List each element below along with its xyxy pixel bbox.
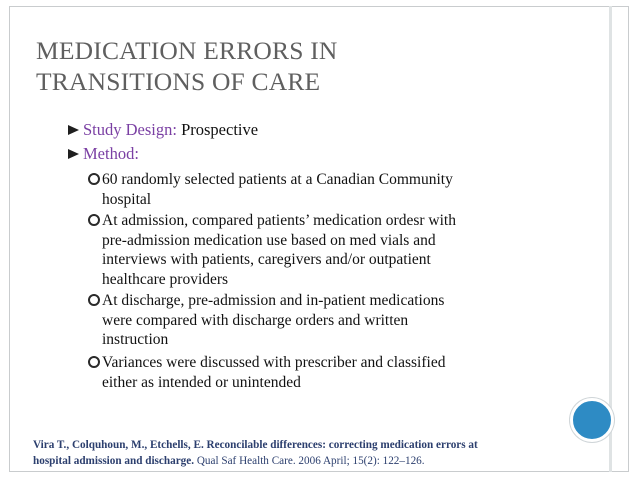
bullet-label: Study Design: Prospective <box>83 120 259 139</box>
arrow-bullet-icon <box>68 149 79 159</box>
sub-bullet-line: either as intended or unintended <box>102 373 301 391</box>
sub-bullet-line: healthcare providers <box>102 270 229 288</box>
citation-line-2-rest: Qual Saf Health Care. 2006 April; 15(2): 122–126. <box>194 455 425 467</box>
sub-bullet-line: pre-admission medication use based on med vials and <box>102 231 436 249</box>
bullet-value: Prospective <box>176 120 259 139</box>
ring-bullet-icon <box>88 173 100 185</box>
ring-bullet-icon <box>88 356 100 368</box>
title-line-1: MEDICATION ERRORS IN <box>36 36 338 65</box>
slide-title <box>36 35 596 97</box>
citation-line-1: Vira T., Colquhoun, M., Etchells, E. Reconcilable differences: correcting medication errors at <box>33 439 478 451</box>
citation <box>33 437 593 469</box>
title-line-2: TRANSITIONS OF CARE <box>36 67 321 96</box>
right-decorative-line <box>609 6 612 472</box>
sub-bullet-line: interviews with patients, caregivers and/or outpatient <box>102 251 431 268</box>
citation-line-2-bold: hospital admission and discharge. <box>33 455 195 467</box>
bullet-label: Method: <box>83 144 139 163</box>
ring-bullet-icon <box>88 214 100 226</box>
decorative-circle <box>570 398 614 442</box>
sub-bullet-line: were compared with discharge orders and written <box>102 311 409 329</box>
sub-bullet-line: hospital <box>102 190 152 208</box>
sub-bullet-line: At discharge, pre-admission and in-patient medications <box>102 292 445 309</box>
sub-bullet-line: At admission, compared patients’ medication ordesr with <box>102 212 456 229</box>
ring-bullet-icon <box>88 294 100 306</box>
sub-bullet-line: Variances were discussed with prescriber and classified <box>102 354 446 371</box>
sub-bullet-line: instruction <box>102 331 169 348</box>
arrow-bullet-icon <box>68 125 79 135</box>
sub-bullet-line: 60 randomly selected patients at a Canadian Community <box>102 171 453 188</box>
